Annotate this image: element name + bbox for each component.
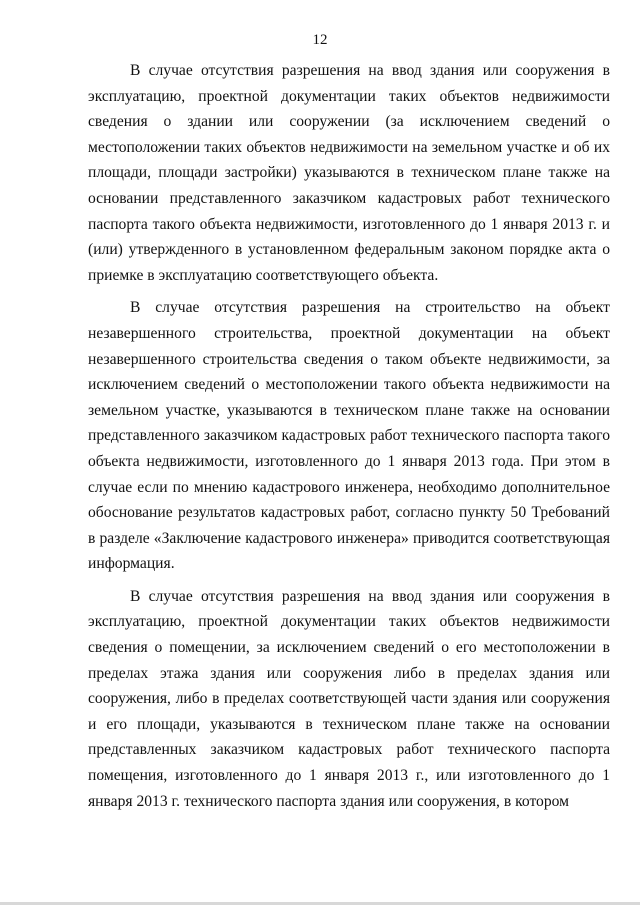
paragraph-3: В случае отсутствия разрешения на ввод здания или сооружения в эксплуатацию, проектной документации таких объектов недвижимости сведения о помещении, за исключением сведений о его местоположении в пределах этажа здания или сооружения либо в пределах здания или сооружения, либо в пределах соответствующей части здания или сооружения и его площади, указываются в техническом плане также на основании представленных заказчиком кадастровых работ технического паспорта помещения, изготовленного до 1 января 2013 г., или изготовленного до 1 января 2013 г. технического паспорта здания или сооружения, в котором — [88, 587, 610, 810]
page-number: 12 — [312, 32, 328, 48]
paragraph-2: В случае отсутствия разрешения на строительство на объект незавершенного строительства, проектной документации на объект незавершенного строительства сведения о таком объекте недвижимости, за исключением сведений о местоположении такого объекта недвижимости на земельном участке, указываются в техническом плане также на основании представленного заказчиком кадастровых работ технического паспорта такого объекта недвижимости, изготовленного до 1 января 2013 года. При этом в случае если по мнению кадастрового инженера, необходимо дополнительное обоснование результатов кадастровых работ, согласно пункту 50 Требований в разделе «Заключение кадастрового инженера» приводится соответствующая информация. — [88, 299, 610, 573]
document-body — [88, 58, 610, 814]
paragraph-1: В случае отсутствия разрешения на ввод здания или сооружения в эксплуатацию, проектной документации таких объектов недвижимости сведения о здании или сооружении (за исключением сведений о местоположении таких объектов недвижимости на земельном участке и об их площади, площади застройки) указываются в техническом плане также на основании представленного заказчиком кадастровых работ технического паспорта такого объекта недвижимости, изготовленного до 1 января 2013 г. и (или) утвержденного в установленном федеральным законом порядке акта о приемке в эксплуатацию соответствующего объекта. — [88, 62, 610, 284]
